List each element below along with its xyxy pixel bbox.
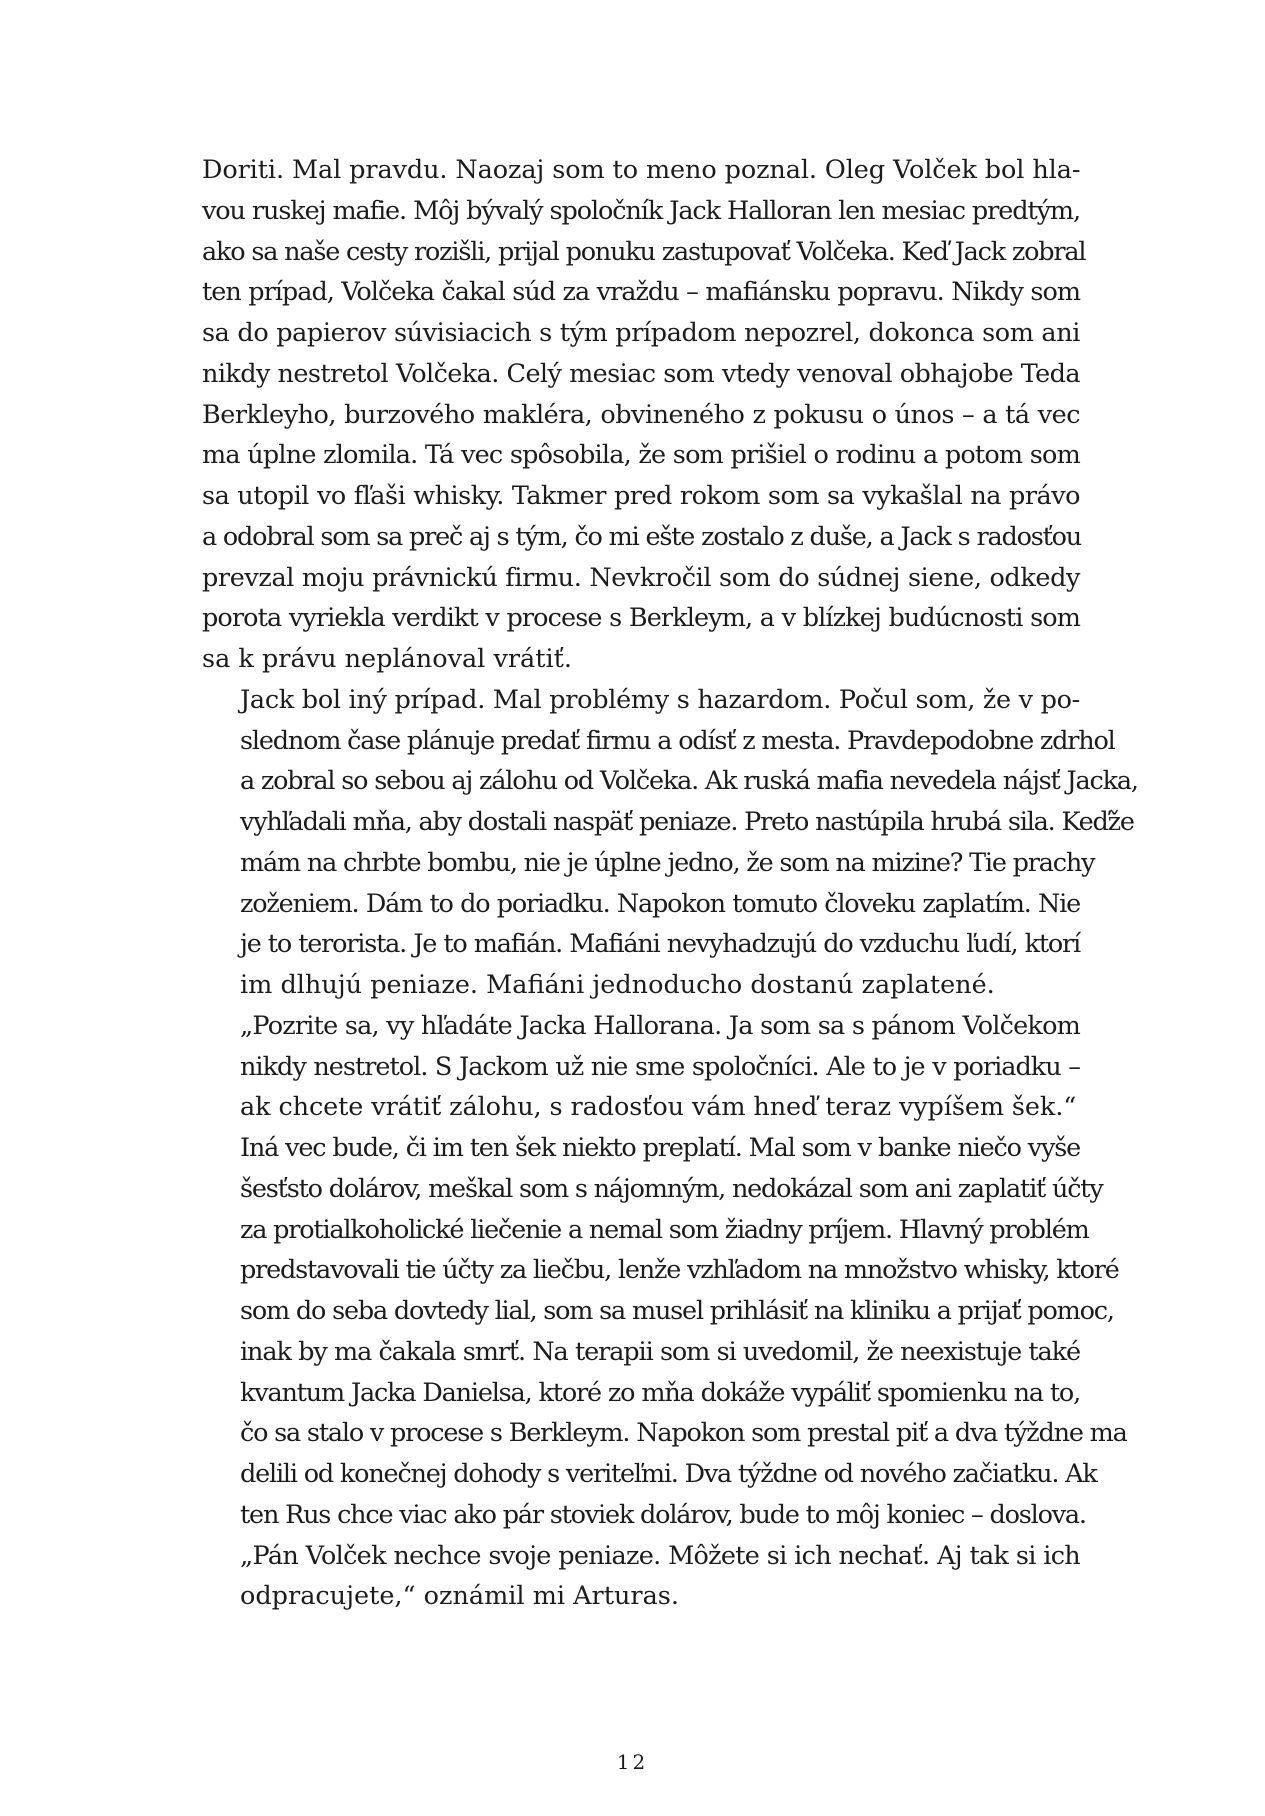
text-line: za protialkoholické liečenie a nemal som žiadny príjem. Hlavný problém (240, 1214, 1089, 1245)
text-line: Jack bol iný prípad. Mal problémy s hazardom. Počul som, že v po- (240, 684, 1080, 715)
text-line: ako sa naše cesty rozišli, prijal ponuku zastupovať Volčeka. Keď Jack zobral (202, 236, 1086, 267)
text-line: šesťsto dolárov, meškal som s nájomným, nedokázal som ani zaplatiť účty (240, 1173, 1103, 1204)
paragraph (202, 150, 1086, 680)
text-line: odpracujete,“ oznámil mi Arturas. (240, 1581, 679, 1612)
text-line: a odobral som sa preč aj s tým, čo mi ešte zostalo z duše, a Jack s radosťou (202, 521, 1082, 552)
body-text (202, 150, 1138, 1617)
text-line: zoženiem. Dám to do poriadku. Napokon tomuto človeku zaplatím. Nie (240, 888, 1080, 919)
text-line: prevzal moju právnickú firmu. Nevkročil som do súdnej siene, odkedy (202, 562, 1080, 593)
text-line: kvantum Jacka Danielsa, ktoré zo mňa dokáže vypáliť spomienku na to, (240, 1377, 1080, 1408)
paragraph (202, 680, 1138, 1006)
text-line: nikdy nestretol. S Jackom už nie sme spoločníci. Ale to je v poriadku – (240, 1051, 1080, 1082)
paragraph (202, 1536, 1080, 1618)
text-line: nikdy nestretol Volčeka. Celý mesiac som vtedy venoval obhajobe Teda (202, 358, 1080, 389)
text-line: sa k právu neplánoval vrátiť. (202, 644, 572, 674)
text-line: Iná vec bude, či im ten šek niekto preplatí. Mal som v banke niečo vyše (240, 1133, 1080, 1163)
text-line: Doriti. Mal pravdu. Naozaj som to meno poznal. Oleg Volček bol hla- (202, 155, 1081, 185)
text-line: ma úplne zlomila. Tá vec spôsobila, že som prišiel o rodinu a potom som (202, 440, 1080, 471)
text-line: ten prípad, Volčeka čakal súd za vraždu – mafiánsku popravu. Nikdy som (202, 277, 1080, 308)
text-line: ten Rus chce viac ako pár stoviek dolárov, bude to môj koniec – doslova. (240, 1499, 1086, 1530)
text-line: Berkleyho, burzového makléra, obvineného z pokusu o únos – a tá vec (202, 399, 1080, 430)
paragraph (202, 1006, 1080, 1128)
text-line: som do seba dovtedy lial, som sa musel prihlásiť na kliniku a prijať pomoc, (240, 1296, 1114, 1326)
text-line: „Pozrite sa, vy hľadáte Jacka Hallorana. Ja som sa s pánom Volčekom (240, 1010, 1080, 1041)
text-line: „Pán Volček nechce svoje peniaze. Môžete si ich nechať. Aj tak si ich (240, 1540, 1080, 1571)
text-line: im dlhujú peniaze. Mafiáni jednoducho dostanú zaplatené. (240, 970, 995, 1000)
text-line: je to terorista. Je to mafián. Mafiáni nevyhadzujú do vzduchu ľudí, ktorí (240, 929, 1080, 960)
text-line: a zobral so sebou aj zálohu od Volčeka. Ak ruská mafia nevedela nájsť Jacka, (240, 766, 1138, 797)
text-line: vyhľadali mňa, aby dostali naspäť peniaze. Preto nastúpila hrubá sila. Keďže (240, 807, 1134, 837)
text-line: sa do papierov súvisiacich s tým prípadom nepozrel, dokonca som ani (202, 318, 1080, 348)
text-line: ak chcete vrátiť zálohu, s radosťou vám hneď teraz vypíšem šek.“ (240, 1092, 1077, 1123)
text-line: mám na chrbte bombu, nie je úplne jedno, že som na mizine? Tie prachy (240, 847, 1095, 878)
text-line: inak by ma čakala smrť. Na terapii som si uvedomil, že neexistuje také (240, 1336, 1080, 1367)
text-line: predstavovali tie účty za liečbu, lenže vzhľadom na množstvo whisky, ktoré (240, 1255, 1119, 1286)
text-line: slednom čase plánuje predať firmu a odísť z mesta. Pravdepodobne zdrhol (240, 725, 1115, 756)
text-line: vou ruskej mafie. Môj bývalý spoločník Jack Halloran len mesiac predtým, (202, 195, 1080, 226)
text-line: delili od konečnej dohody s veriteľmi. Dva týždne od nového začiatku. Ak (240, 1459, 1097, 1489)
text-line: čo sa stalo v procese s Berkleym. Napokon som prestal piť a dva týždne ma (240, 1418, 1127, 1449)
paragraph (202, 1128, 1127, 1536)
text-line: sa utopil vo fľaši whisky. Takmer pred rokom som sa vykašlal na právo (202, 481, 1080, 511)
text-line: porota vyriekla verdikt v procese s Berkleym, a v blízkej budúcnosti som (202, 603, 1080, 634)
page-number: 12 (616, 1750, 649, 1774)
